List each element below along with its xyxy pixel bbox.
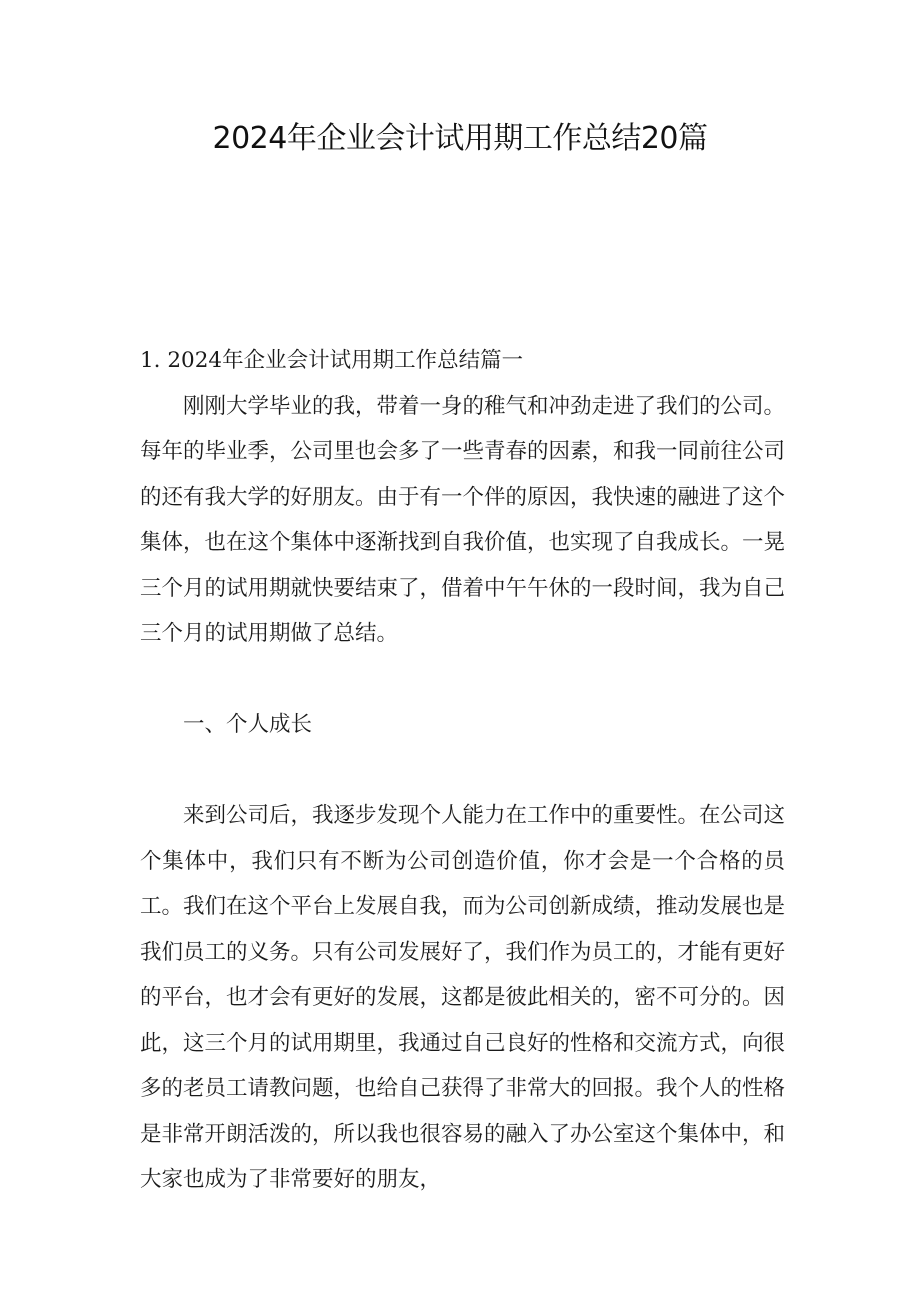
subheading-personal-growth: 一、个人成长: [183, 712, 313, 737]
paragraph-personal-growth: 来到公司后，我逐步发现个人能力在工作中的重要性。在公司这个集体中，我们只有不断为公司创造价值，你才会是一个合格的员工。我们在这个平台上发展自我，而为公司创新成绩，推动发展也是我们员工的义务。只有公司发展好了，我们作为员工的，才能有更好的平台，也才会有更好的发展，这都是彼此相关的，密不可分的。因此，这三个月的试用期里，我通过自己良好的性格和交流方式，向很多的老员工请教问题，也给自己获得了非常大的回报。我个人的性格是非常开朗活泼的，所以我也很容易的融入了办公室这个集体中，和大家也成为了非常要好的朋友，: [140, 803, 786, 1192]
document-title: 2024年企业会计试用期工作总结20篇: [212, 121, 708, 156]
paragraph-intro: 刚刚大学毕业的我，带着一身的稚气和冲劲走进了我们的公司。每年的毕业季，公司里也会多了一些青春的因素，和我一同前往公司的还有我大学的好朋友。由于有一个伴的原因，我快速的融进了这个集体，也在这个集体中逐渐找到自我价值，也实现了自我成长。一晃三个月的试用期就快要结束了，借着中午午休的一段时间，我为自己三个月的试用期做了总结。: [140, 393, 786, 646]
section-heading: 1. 2024年企业会计试用期工作总结篇一: [140, 348, 524, 373]
document-body: [140, 338, 785, 1203]
